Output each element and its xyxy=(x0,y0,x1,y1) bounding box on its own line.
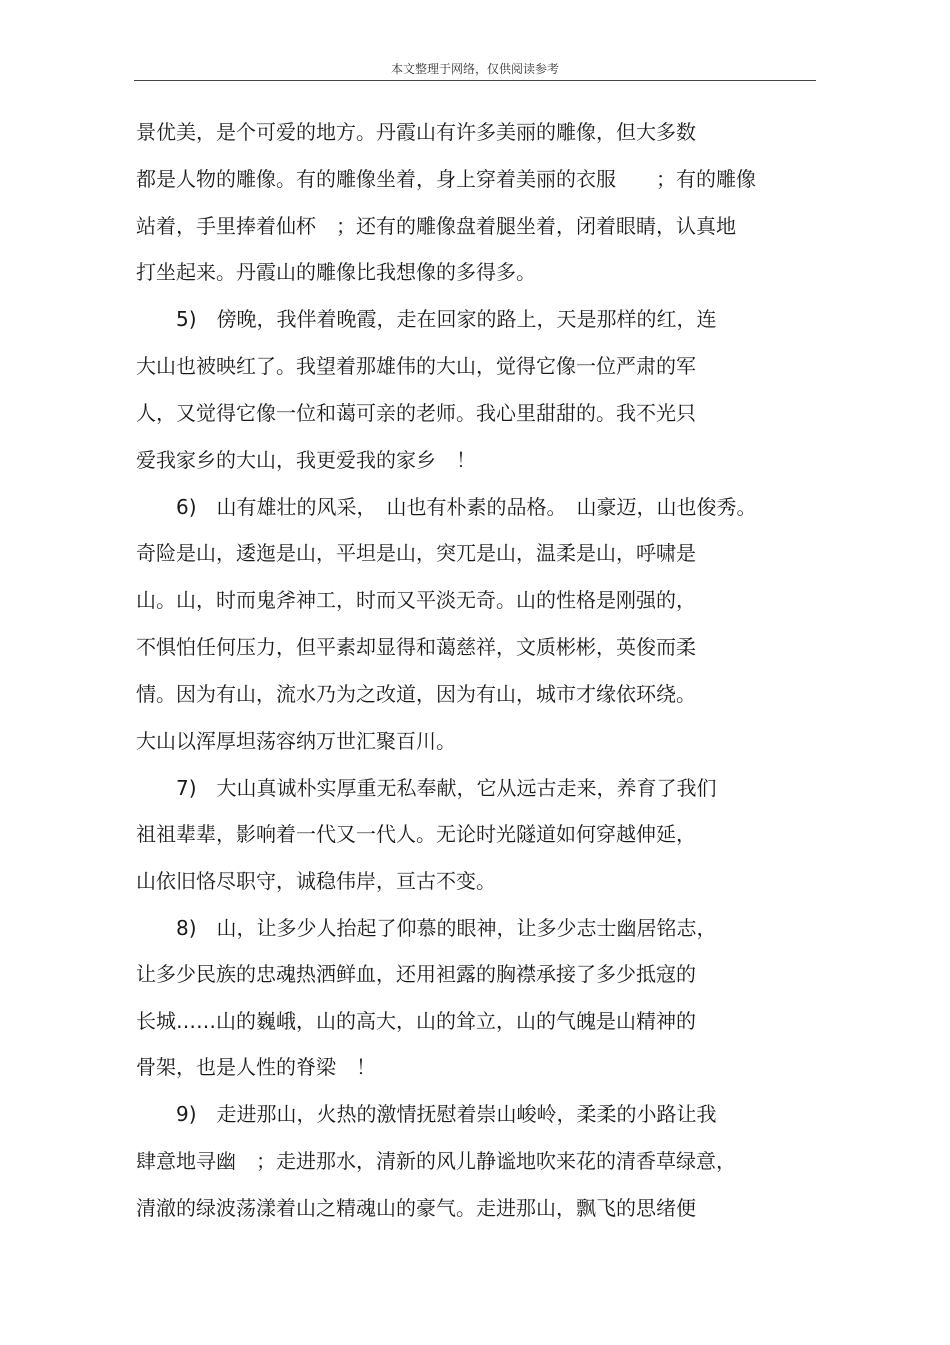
text-line: 6) 山有雄壮的风采， 山也有朴素的品格。 山豪迈，山也俊秀。 xyxy=(136,495,757,519)
text-line: 景优美，是个可爱的地方。丹霞山有许多美丽的雕像，但大多数 xyxy=(136,120,696,144)
text-line: 人，又觉得它像一位和蔼可亲的老师。我心里甜甜的。我不光只 xyxy=(136,401,696,425)
text-line: 山。山，时而鬼斧神工，时而又平淡无奇。山的性格是刚强的， xyxy=(136,588,696,612)
text-line: 9) 走进那山，火热的激情抚慰着崇山峻岭，柔柔的小路让我 xyxy=(136,1102,717,1126)
text-line: 让多少民族的忠魂热洒鲜血，还用袒露的胸襟承接了多少抵寇的 xyxy=(136,962,696,986)
text-line: 情。因为有山，流水乃为之改道，因为有山，城市才缘依环绕。 xyxy=(136,682,696,706)
text-line: 5) 傍晚，我伴着晚霞，走在回家的路上，天是那样的红，连 xyxy=(136,307,717,331)
text-line: 爱我家乡的大山，我更爱我的家乡 ！ xyxy=(136,448,476,472)
text-line: 骨架，也是人性的脊梁 ！ xyxy=(136,1055,376,1079)
text-line: 打坐起来。丹霞山的雕像比我想像的多得多。 xyxy=(136,260,536,284)
header-divider xyxy=(134,80,816,81)
text-line: 站着，手里捧着仙杯 ；还有的雕像盘着腿坐着，闭着眼睛，认真地 xyxy=(136,214,736,238)
text-line: 肆意地寻幽 ；走进那水，清新的风儿静谧地吹来花的清香草绿意， xyxy=(136,1149,736,1173)
text-line: 大山以浑厚坦荡容纳万世汇聚百川。 xyxy=(136,729,456,753)
text-line: 都是人物的雕像。有的雕像坐着，身上穿着美丽的衣服 ；有的雕像 xyxy=(136,167,756,191)
text-line: 不惧怕任何压力，但平素却显得和蔼慈祥，文质彬彬，英俊而柔 xyxy=(136,635,696,659)
text-line: 大山也被映红了。我望着那雄伟的大山，觉得它像一位严肃的军 xyxy=(136,354,696,378)
text-line: 8) 山，让多少人抬起了仰慕的眼神，让多少志士幽居铭志， xyxy=(136,916,717,940)
text-line: 长城……山的巍峨，山的高大，山的耸立，山的气魄是山精神的 xyxy=(136,1009,696,1033)
text-line: 奇险是山，逶迤是山，平坦是山，突兀是山，温柔是山，呼啸是 xyxy=(136,541,696,565)
text-line: 清澈的绿波荡漾着山之精魂山的豪气。走进那山，飘飞的思绪便 xyxy=(136,1196,696,1220)
text-line: 7) 大山真诚朴实厚重无私奉献，它从远古走来，养育了我们 xyxy=(136,776,717,800)
text-line: 祖祖辈辈，影响着一代又一代人。无论时光隧道如何穿越伸延， xyxy=(136,822,696,846)
text-line: 山依旧恪尽职守，诚稳伟岸，亘古不变。 xyxy=(136,869,496,893)
page-header: 本文整理于网络，仅供阅读参考 xyxy=(390,62,559,76)
